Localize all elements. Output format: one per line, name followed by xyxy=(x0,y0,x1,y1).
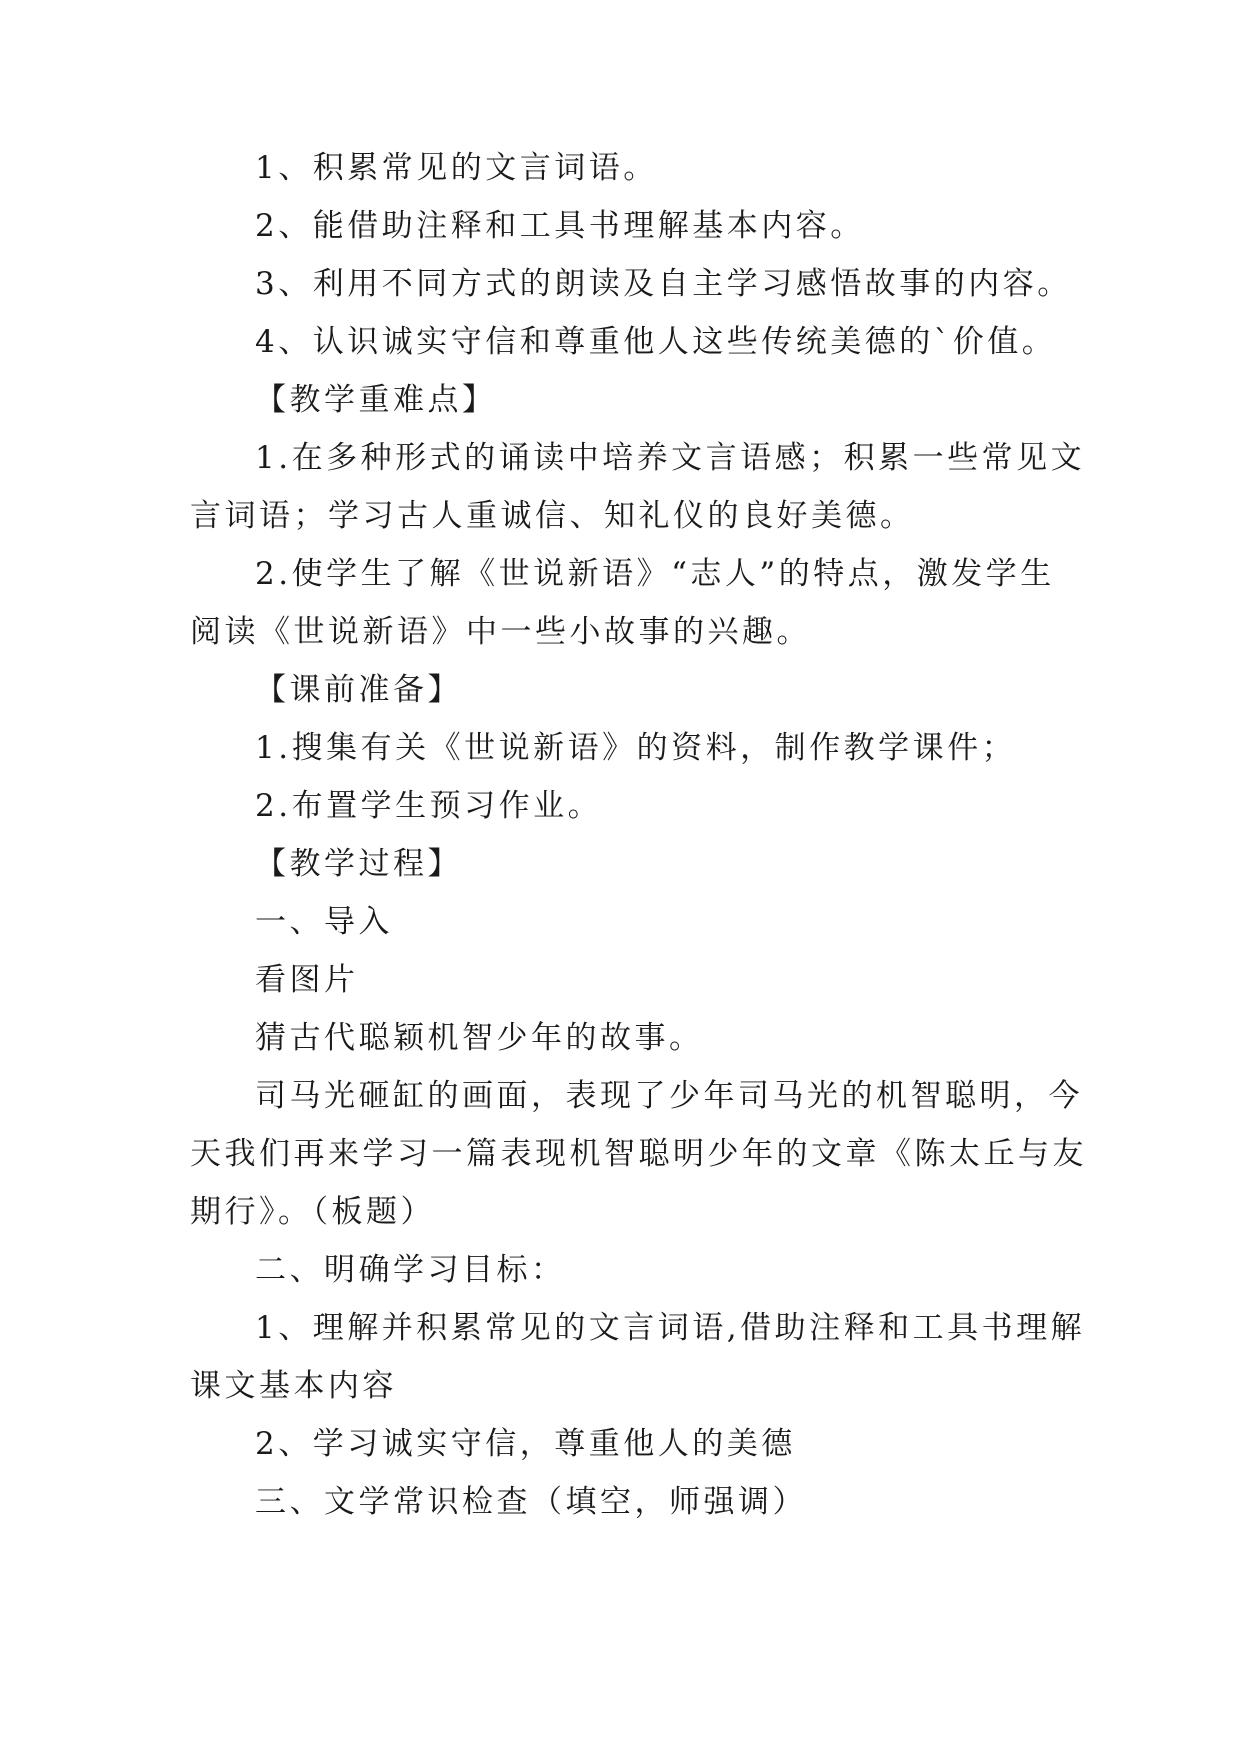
preparation-1: 1.搜集有关《世说新语》的资料，制作教学课件； xyxy=(255,730,1017,766)
section-heading-process: 【教学过程】 xyxy=(255,846,462,882)
goal-1: 1、理解并积累常见的文言词语,借助注释和工具书理解 xyxy=(255,1310,1086,1346)
objective-1: 1、积累常见的文言词语。 xyxy=(255,150,658,186)
goal-2: 2、学习诚实守信，尊重他人的美德 xyxy=(255,1426,796,1462)
objective-4: 4、认识诚实守信和尊重他人这些传统美德的`价值。 xyxy=(255,324,1057,360)
process-intro-paragraph-continued-1: 天我们再来学习一篇表现机智聪明少年的文章《陈太丘与友 xyxy=(190,1136,1087,1172)
key-point-2: 2.使学生了解《世说新语》“志人”的特点，激发学生 xyxy=(255,556,1055,592)
process-intro-paragraph-continued-2: 期行》。（板题） xyxy=(190,1194,435,1230)
key-point-2-continued: 阅读《世说新语》中一些小故事的兴趣。 xyxy=(190,614,811,650)
process-goals-heading: 二、明确学习目标： xyxy=(255,1252,566,1288)
preparation-2: 2.布置学生预习作业。 xyxy=(255,788,603,824)
process-intro-paragraph: 司马光砸缸的画面，表现了少年司马光的机智聪明，今 xyxy=(255,1078,1083,1114)
section-heading-preparation: 【课前准备】 xyxy=(255,672,462,708)
objective-2: 2、能借助注释和工具书理解基本内容。 xyxy=(255,208,865,244)
process-intro-heading: 一、导入 xyxy=(255,904,393,940)
key-point-1-continued: 言词语；学习古人重诚信、知礼仪的良好美德。 xyxy=(190,498,915,534)
goal-1-continued: 课文基本内容 xyxy=(190,1368,397,1404)
process-literature-check-heading: 三、文学常识检查（填空，师强调） xyxy=(255,1484,807,1520)
process-look-at-pictures: 看图片 xyxy=(255,962,359,998)
process-guess-story: 猜古代聪颖机智少年的故事。 xyxy=(255,1020,704,1056)
section-heading-key-points: 【教学重难点】 xyxy=(255,382,497,418)
objective-3: 3、利用不同方式的朗读及自主学习感悟故事的内容。 xyxy=(255,266,1072,302)
key-point-1: 1.在多种形式的诵读中培养文言语感；积累一些常见文 xyxy=(255,440,1086,476)
